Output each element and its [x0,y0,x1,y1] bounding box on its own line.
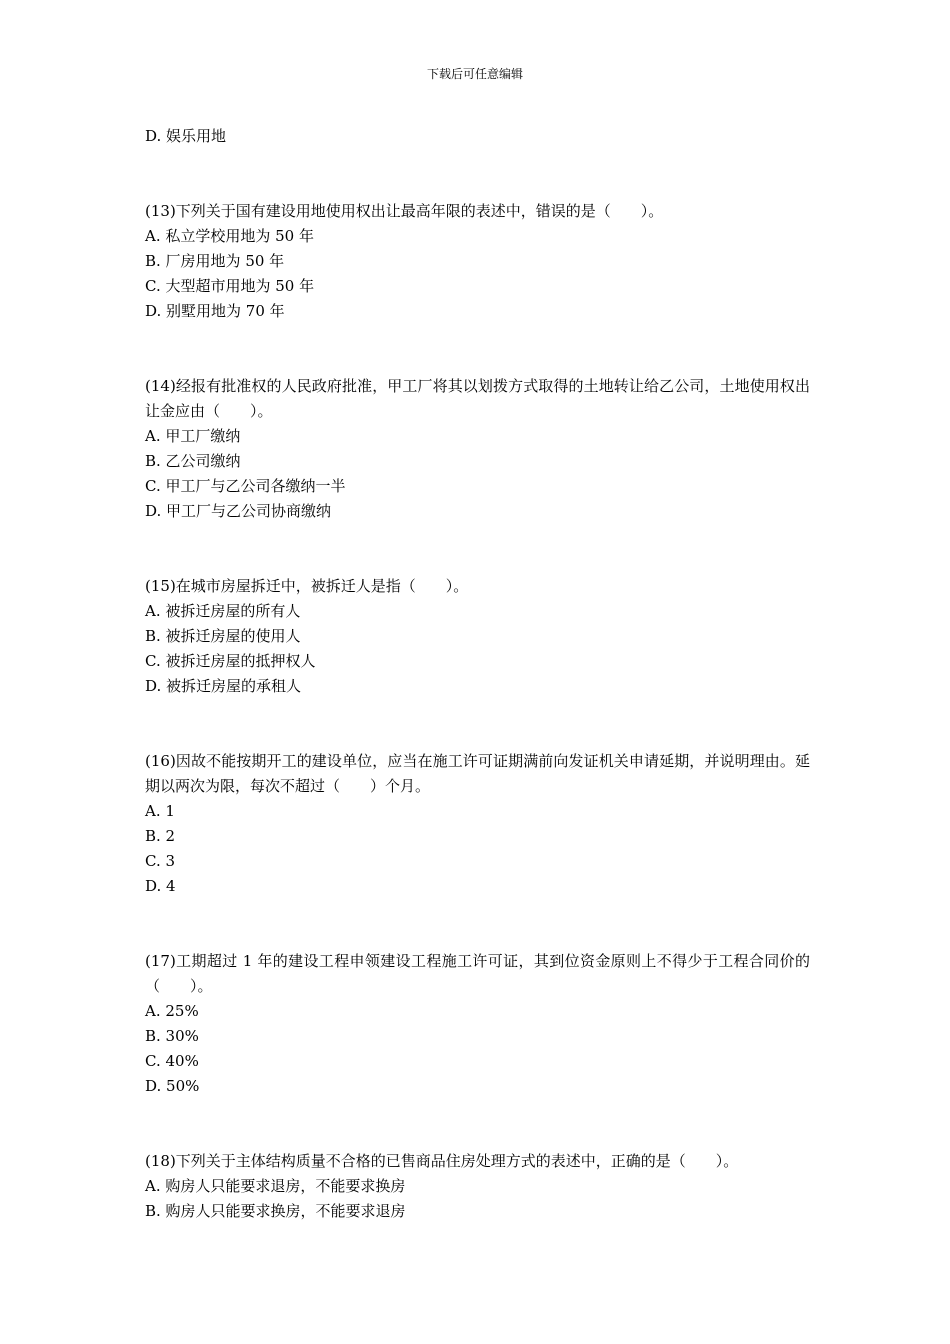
option-c: C. 大型超市用地为 50 年 [145,277,315,295]
question-15 [145,574,810,699]
option-d: D. 甲工厂与乙公司协商缴纳 [145,502,332,520]
option-b: B. 30% [145,1027,199,1045]
option-c: C. 被拆迁房屋的抵押权人 [145,652,316,670]
leading-option: D. 娱乐用地 [145,127,227,145]
option-a: A. 25% [145,1002,199,1020]
question-stem: (17)工期超过 1 年的建设工程申领建设工程施工许可证，其到位资金原则上不得少于工程合同价的（ ）。 [145,952,810,995]
option-d: D. 被拆迁房屋的承租人 [145,677,302,695]
option-b: B. 乙公司缴纳 [145,452,241,470]
option-c: C. 40% [145,1052,199,1070]
page-header: 下载后可任意编辑 [426,67,523,81]
option-d: D. 50% [145,1077,200,1095]
option-a: A. 私立学校用地为 50 年 [145,227,314,245]
option-c: C. 甲工厂与乙公司各缴纳一半 [145,477,346,495]
option-b: B. 2 [145,827,176,845]
option-b: B. 厂房用地为 50 年 [145,252,285,270]
question-stem: (14)经报有批准权的人民政府批准，甲工厂将其以划拨方式取得的土地转让给乙公司，土地使用权出让金应由（ ）。 [145,377,810,420]
option-b: B. 被拆迁房屋的使用人 [145,627,301,645]
question-stem: (18)下列关于主体结构质量不合格的已售商品住房处理方式的表述中，正确的是（ ）。 [145,1152,739,1170]
question-stem: (16)因故不能按期开工的建设单位，应当在施工许可证期满前向发证机关申请延期，并说明理由。延期以两次为限，每次不超过（ ）个月。 [145,752,810,795]
question-18 [145,1149,810,1224]
option-a: A. 购房人只能要求退房，不能要求换房 [145,1177,406,1195]
question-13 [145,199,810,324]
option-a: A. 被拆迁房屋的所有人 [145,602,301,620]
question-stem: (15)在城市房屋拆迁中，被拆迁人是指（ ）。 [145,577,469,595]
option-b: B. 购房人只能要求换房，不能要求退房 [145,1202,406,1220]
option-a: A. 甲工厂缴纳 [145,427,241,445]
question-17 [145,949,810,1099]
option-c: C. 3 [145,852,176,870]
document-body [145,124,810,1224]
question-stem: (13)下列关于国有建设用地使用权出让最高年限的表述中，错误的是（ ）。 [145,202,664,220]
option-d: D. 4 [145,877,176,895]
question-14 [145,374,810,524]
option-a: A. 1 [145,802,175,820]
question-16 [145,749,810,899]
option-d: D. 别墅用地为 70 年 [145,302,285,320]
